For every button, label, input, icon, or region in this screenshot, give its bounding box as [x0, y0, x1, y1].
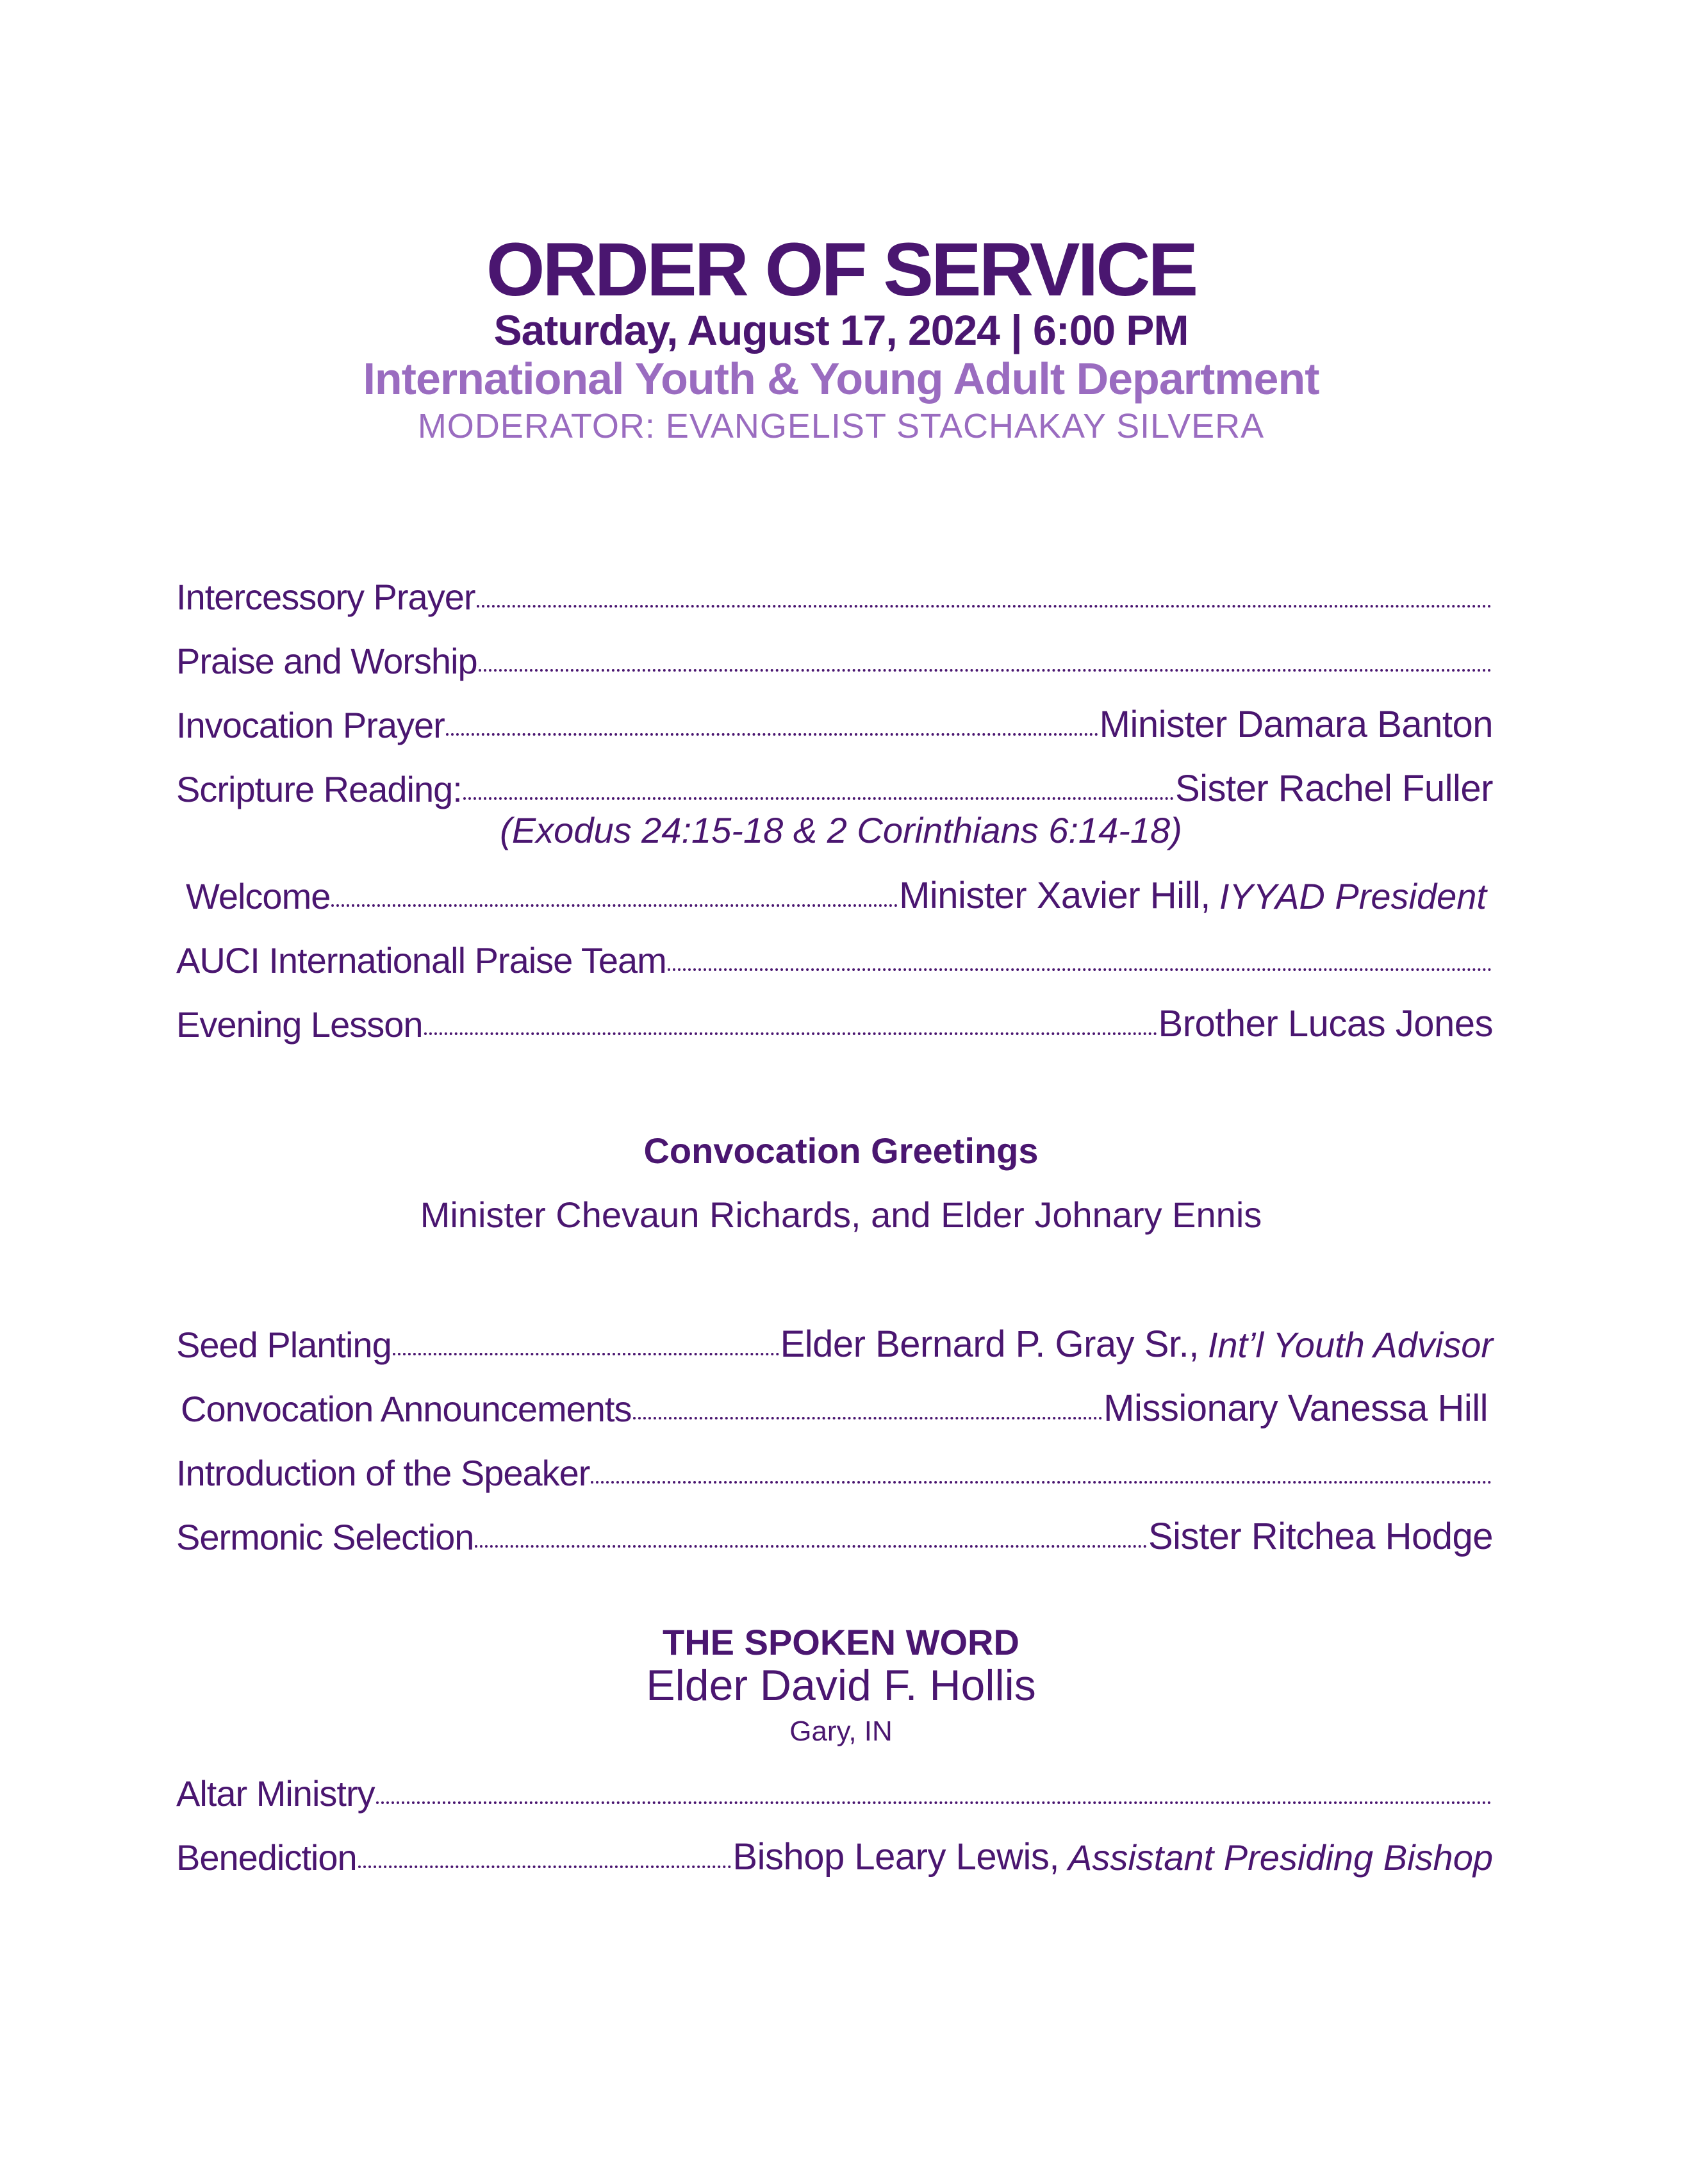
program-item-invocation-prayer: [176, 699, 1493, 743]
program-item-label: Welcome: [186, 876, 331, 916]
program-item-participant: Brother Lucas Jones: [1158, 1003, 1493, 1045]
dot-leader: [591, 1481, 1492, 1484]
program-item-participant: Elder Bernard P. Gray Sr.,: [780, 1323, 1199, 1365]
program-item-label: Scripture Reading:: [176, 769, 462, 809]
dot-leader: [358, 1866, 732, 1868]
program-item-label: Invocation Prayer: [176, 705, 445, 745]
program-item-label: Evening Lesson: [176, 1004, 423, 1045]
dot-leader: [475, 1545, 1146, 1548]
program-item-introduction-of-speaker: [176, 1446, 1493, 1491]
speaker-location: Gary, IN: [789, 1716, 893, 1747]
program-item-altar-ministry: [176, 1767, 1493, 1812]
dot-leader: [331, 904, 898, 907]
program-item-participant: Minister Damara Banton: [1099, 704, 1493, 745]
dot-leader: [477, 605, 1492, 608]
moderator-line: MODERATOR: EVANGELIST STACHAKAY SILVERA: [417, 407, 1265, 445]
program-item-participant: Sister Rachel Fuller: [1175, 768, 1493, 809]
program-item-role: IYYAD President: [1219, 876, 1487, 916]
spoken-word-heading: THE SPOKEN WORD: [663, 1622, 1019, 1662]
dot-leader: [633, 1417, 1103, 1419]
program-item-participant: Bishop Leary Lewis,: [732, 1836, 1059, 1878]
dot-leader: [479, 669, 1492, 672]
scripture-reference: (Exodus 24:15-18 & 2 Corinthians 6:14-18): [500, 810, 1182, 850]
program-item-scripture-reading: [176, 763, 1493, 807]
program-item-role: Assistant Presiding Bishop: [1068, 1837, 1493, 1878]
program-item-label: Seed Planting: [176, 1325, 392, 1365]
program-item-sermonic-selection: [176, 1510, 1493, 1555]
service-date-time: Saturday, August 17, 2024 | 6:00 PM: [493, 306, 1189, 354]
dot-leader: [668, 968, 1492, 971]
program-item-convocation-announcements: [181, 1382, 1488, 1427]
program-item-intercessory-prayer: [176, 570, 1493, 615]
dot-leader: [424, 1032, 1157, 1035]
program-item-evening-lesson: [176, 998, 1493, 1043]
program-item-participant: Missionary Vanessa Hill: [1103, 1387, 1488, 1429]
department-name: International Youth & Young Adult Department: [363, 354, 1319, 404]
dot-leader: [376, 1801, 1492, 1804]
program-item-seed-planting: [176, 1318, 1493, 1363]
program-item-label: Intercessory Prayer: [176, 577, 475, 617]
program-item-label: Praise and Worship: [176, 641, 477, 681]
page-title: ORDER OF SERVICE: [486, 228, 1196, 312]
program-item-label: Convocation Announcements: [181, 1389, 632, 1429]
dot-leader: [446, 733, 1098, 736]
program-item-label: AUCI Internationall Praise Team: [176, 940, 666, 980]
program-item-participant: Sister Ritchea Hodge: [1148, 1516, 1493, 1557]
program-item-label: Introduction of the Speaker: [176, 1453, 590, 1493]
program-item-welcome: [186, 870, 1487, 914]
speaker-name: Elder David F. Hollis: [646, 1661, 1036, 1710]
program-item-benediction: [176, 1831, 1493, 1876]
program-item-praise-and-worship: [176, 634, 1493, 679]
program-item-role: Int’l Youth Advisor: [1207, 1325, 1493, 1365]
dot-leader: [463, 797, 1174, 800]
greetings-heading: Convocation Greetings: [643, 1130, 1039, 1171]
program-item-label: Benediction: [176, 1837, 357, 1878]
program-item-label: Sermonic Selection: [176, 1517, 474, 1557]
program-item-praise-team: [176, 934, 1493, 979]
program-item-participant: Minister Xavier Hill,: [899, 875, 1210, 916]
greetings-names: Minister Chevaun Richards, and Elder Johnary Ennis: [420, 1195, 1262, 1235]
program-item-label: Altar Ministry: [176, 1773, 375, 1814]
dot-leader: [393, 1353, 779, 1355]
